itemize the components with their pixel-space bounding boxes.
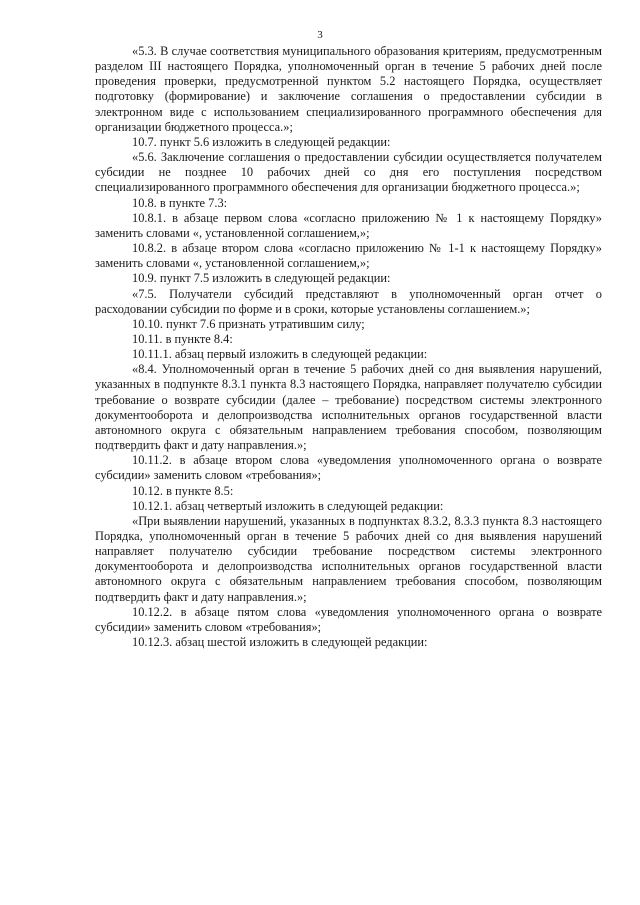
paragraph-5-6-quote: «5.6. Заключение соглашения о предоставлении субсидии осуществляется получателем субсидии не позднее 10 рабочих дней со дня его поступления посредством специализированного программного обеспечения для организации бюджетного процесса.»; bbox=[95, 150, 602, 195]
paragraph-10-12-1: 10.12.1. абзац четвертый изложить в следующей редакции: bbox=[132, 498, 444, 513]
document-body bbox=[95, 44, 602, 650]
paragraph-5-3-quote: «5.3. В случае соответствия муниципального образования критериям, предусмотренным разделом III настоящего Порядка, уполномоченный орган в течение 5 рабочих дней после проведения проверки, предусмотренной пунктом 5.2 настоящего Порядка, осуществляет подготовку (формирование) и заключение соглашения о предоставлении субсидии в электронном виде с использованием специализированного программного обеспечения для организации бюджетного процесса.»; bbox=[95, 44, 602, 134]
paragraph-8-5-quote: «При выявлении нарушений, указанных в подпунктах 8.3.2, 8.3.3 пункта 8.3 настоящего Порядка, уполномоченный орган в течение 5 рабочих дней со дня выявления нарушений направляет получателю субсидии требование посредством системы электронного документооборота и делопроизводства исполнительных органов государственной власти автономного округа с обязательным направлением требования способом, позволяющим подтвердить факт и дату направления.»; bbox=[95, 513, 602, 604]
paragraph-10-10: 10.10. пункт 7.6 признать утратившим силу; bbox=[132, 316, 365, 331]
paragraph-10-12: 10.12. в пункте 8.5: bbox=[132, 483, 234, 498]
paragraph-10-12-3: 10.12.3. абзац шестой изложить в следующей редакции: bbox=[132, 635, 428, 650]
paragraph-7-5-quote: «7.5. Получатели субсидий представляют в уполномоченный орган отчет о расходовании субсидии по форме и в сроки, которые установлены соглашением.»; bbox=[95, 286, 602, 316]
paragraph-10-7: 10.7. пункт 5.6 изложить в следующей редакции: bbox=[132, 134, 391, 149]
paragraph-10-11-2: 10.11.2. в абзаце втором слова «уведомления уполномоченного органа о возврате субсидии» заменить словом «требования»; bbox=[95, 453, 602, 483]
paragraph-10-12-2: 10.12.2. в абзаце пятом слова «уведомления уполномоченного органа о возврате субсидии» заменить словом «требования»; bbox=[95, 604, 602, 634]
paragraph-10-8-2: 10.8.2. в абзаце втором слова «согласно приложению № 1-1 к настоящему Порядку» заменить словами «, установленной соглашением,»; bbox=[95, 241, 602, 271]
paragraph-10-9: 10.9. пункт 7.5 изложить в следующей редакции: bbox=[132, 271, 391, 286]
paragraph-10-8-1: 10.8.1. в абзаце первом слова «согласно приложению № 1 к настоящему Порядку» заменить словами «, установленной соглашением,»; bbox=[95, 210, 602, 240]
paragraph-10-11: 10.11. в пункте 8.4: bbox=[132, 331, 233, 346]
paragraph-10-8: 10.8. в пункте 7.3: bbox=[132, 195, 228, 210]
paragraph-8-4-quote: «8.4. Уполномоченный орган в течение 5 рабочих дней со дня выявления нарушений, указанных в подпункте 8.3.1 пункта 8.3 настоящего Порядка, направляет получателю субсидии требование о возврате субсидии (далее – требование) посредством системы электронного документооборота и делопроизводства исполнительных органов государственной власти автономного округа с обязательным направлением требования способом, позволяющим подтвердить факт и дату направления.»; bbox=[95, 362, 602, 453]
paragraph-10-11-1: 10.11.1. абзац первый изложить в следующей редакции: bbox=[132, 347, 428, 362]
page-number: 3 bbox=[317, 29, 323, 41]
